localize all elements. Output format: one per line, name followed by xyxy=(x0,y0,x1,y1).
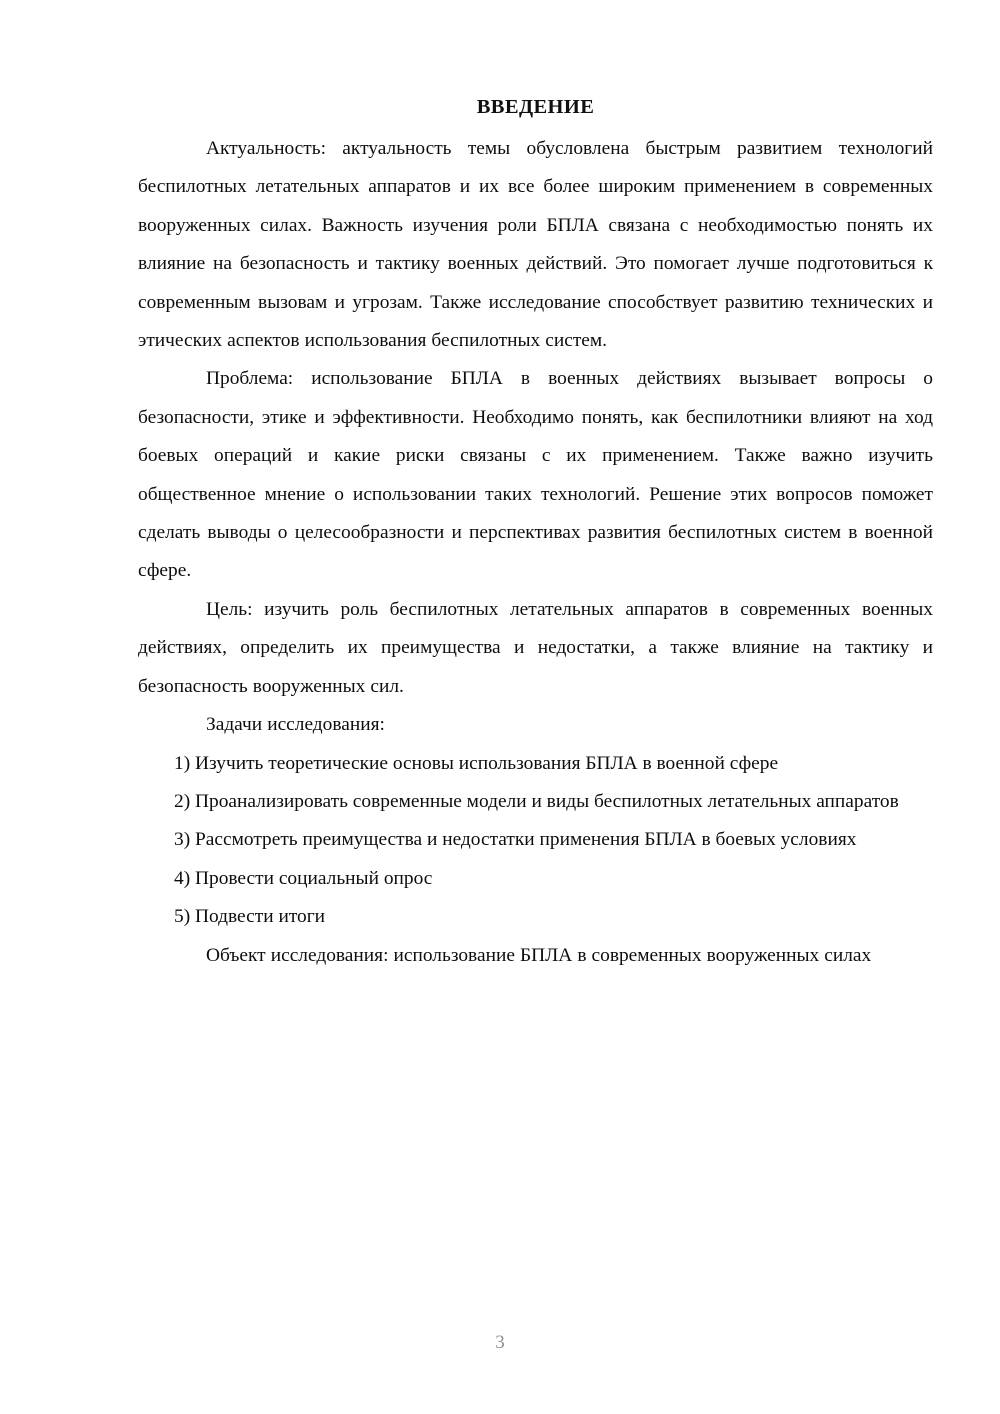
document-content xyxy=(138,88,933,975)
paragraph-goal: Цель: изучить роль беспилотных летательных аппаратов в современных военных действиях, определить их преимущества и недостатки, а также влияние на тактику и безопасность вооруженных сил. xyxy=(138,598,933,697)
list-item: 5) Подвести итоги xyxy=(174,906,326,928)
list-item: 2) Проанализировать современные модели и виды беспилотных летательных аппаратов xyxy=(174,790,899,812)
list-item: 4) Провести социальный опрос xyxy=(174,867,433,889)
tasks-heading: Задачи исследования: xyxy=(206,714,385,736)
paragraph-object: Объект исследования: использование БПЛА в современных вооруженных силах xyxy=(206,944,872,966)
paragraph-problem: Проблема: использование БПЛА в военных действиях вызывает вопросы о безопасности, этике и эффективности. Необходимо понять, как беспилотники влияют на ход боевых операций и какие риски связаны с их применением. Также важно изучить общественное мнение о использовании таких технологий. Решение этих вопросов поможет сделать выводы о целесообразности и перспективах развития беспилотных систем в военной сфере. xyxy=(138,368,933,582)
paragraph-relevance: Актуальность: актуальность темы обусловлена быстрым развитием технологий беспилотных летательных аппаратов и их все более широким применением в современных вооруженных силах. Важность изучения роли БПЛА связана с необходимостью понять их влияние на безопасность и тактику военных действий. Это помогает лучше подготовиться к современным вызовам и угрозам. Также исследование способствует развитию технических и этических аспектов использования беспилотных систем. xyxy=(138,138,933,352)
list-item: 3) Рассмотреть преимущества и недостатки применения БПЛА в боевых условиях xyxy=(174,829,857,851)
list-item: 1) Изучить теоретические основы использования БПЛА в военной сфере xyxy=(174,752,779,774)
page-number: 3 xyxy=(495,1332,505,1353)
page-title: ВВЕДЕНИЕ xyxy=(476,96,595,118)
